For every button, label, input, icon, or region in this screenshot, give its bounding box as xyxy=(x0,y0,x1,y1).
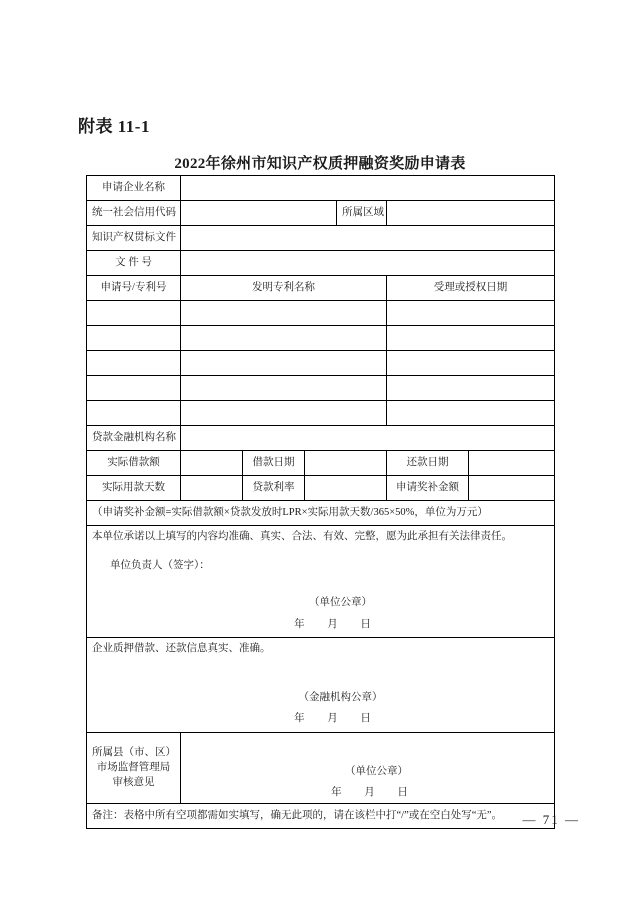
review-opinion-label-line2: 市场监督管理局 xyxy=(96,762,171,774)
declaration-company-text: 本单位承诺以上填写的内容均准确、真实、合法、有效、完整，愿为此承担有关法律责任。 xyxy=(92,531,512,542)
attachment-label: 附表 11-1 xyxy=(78,117,150,136)
table-row-declaration-bank xyxy=(87,637,555,732)
award-amount-label: 申请奖补金额 xyxy=(387,476,469,501)
loan-date-value[interactable] xyxy=(305,451,387,476)
review-opinion-label-line1: 所属县（市、区） xyxy=(92,746,176,758)
actual-loan-amount-value[interactable] xyxy=(181,451,243,476)
declaration-company-seal-label: （单位公章） xyxy=(309,597,373,609)
declaration-company-signature-label[interactable]: 单位负责人（签字）： xyxy=(110,560,210,572)
loan-rate-value[interactable] xyxy=(305,476,387,501)
loan-date-label: 借款日期 xyxy=(243,451,305,476)
patent-name-value[interactable] xyxy=(181,401,387,426)
repay-date-value[interactable] xyxy=(469,451,555,476)
patent-no-value[interactable] xyxy=(87,301,181,326)
company-name-label: 申请企业名称 xyxy=(87,176,181,201)
credit-code-value[interactable] xyxy=(181,201,337,226)
review-opinion-label xyxy=(87,732,181,803)
table-row-review-opinion xyxy=(87,732,555,803)
patent-no-value[interactable] xyxy=(87,351,181,376)
credit-code-label: 统一社会信用代码 xyxy=(87,201,181,226)
declaration-bank-cell xyxy=(87,637,555,732)
declaration-company-date-label[interactable]: 年 月 日 xyxy=(294,618,381,630)
table-row-patent-header xyxy=(87,276,555,301)
loan-institution-value[interactable] xyxy=(181,426,555,451)
patent-name-value[interactable] xyxy=(181,351,387,376)
table-row-credit-code xyxy=(87,201,555,226)
patent-date-value[interactable] xyxy=(387,376,555,401)
patent-no-value[interactable] xyxy=(87,376,181,401)
table-row-patent-entry xyxy=(87,301,555,326)
table-row-formula-note xyxy=(87,501,555,526)
declaration-bank-date-label[interactable]: 年 月 日 xyxy=(294,713,381,725)
doc-number-value[interactable] xyxy=(181,251,555,276)
ip-standard-doc-label: 知识产权贯标文件 xyxy=(87,226,181,251)
patent-date-value[interactable] xyxy=(387,351,555,376)
ip-standard-doc-value[interactable] xyxy=(181,226,555,251)
table-row-company-name xyxy=(87,176,555,201)
declaration-bank-seal-label: （金融机构公章） xyxy=(298,692,383,704)
table-row-declaration-company xyxy=(87,526,555,638)
patent-name-value[interactable] xyxy=(181,326,387,351)
application-form-table xyxy=(86,175,555,829)
patent-date-value[interactable] xyxy=(387,401,555,426)
table-row-patent-entry xyxy=(87,401,555,426)
table-row-patent-entry xyxy=(87,351,555,376)
company-name-value[interactable] xyxy=(181,176,555,201)
table-row-ip-standard-doc xyxy=(87,226,555,251)
patent-no-value[interactable] xyxy=(87,326,181,351)
table-row-patent-entry xyxy=(87,326,555,351)
repay-date-label: 还款日期 xyxy=(387,451,469,476)
patent-name-value[interactable] xyxy=(181,376,387,401)
declaration-bank-text: 企业质押借款、还款信息真实、准确。 xyxy=(92,642,271,654)
declaration-company-cell xyxy=(87,526,555,638)
review-opinion-label-line3: 审核意见 xyxy=(112,777,155,789)
actual-days-value[interactable] xyxy=(181,476,243,501)
table-row-loan-amount xyxy=(87,451,555,476)
remark-note: 备注：表格中所有空项都需如实填写，确无此项的，请在该栏中打“/”或在空白处写“无”。 xyxy=(87,803,555,828)
actual-days-label: 实际用款天数 xyxy=(87,476,181,501)
table-row-loan-institution xyxy=(87,426,555,451)
invention-patent-name-label: 发明专利名称 xyxy=(181,276,387,301)
award-amount-value[interactable] xyxy=(469,476,555,501)
formula-note: （申请奖补金额=实际借款额×贷款发放时LPR×实际用款天数/365×50%，单位为万元） xyxy=(87,501,555,526)
patent-date-value[interactable] xyxy=(387,326,555,351)
patent-date-value[interactable] xyxy=(387,301,555,326)
accept-or-grant-date-label: 受理或授权日期 xyxy=(387,276,555,301)
actual-loan-amount-label: 实际借款额 xyxy=(87,451,181,476)
patent-no-value[interactable] xyxy=(87,401,181,426)
review-opinion-date-label[interactable]: 年 月 日 xyxy=(331,786,418,798)
region-value[interactable] xyxy=(387,201,555,226)
loan-rate-label: 贷款利率 xyxy=(243,476,305,501)
table-row-patent-entry xyxy=(87,376,555,401)
table-row-doc-number xyxy=(87,251,555,276)
loan-institution-label: 贷款金融机构名称 xyxy=(87,426,181,451)
app-patent-no-label: 申请号/专利号 xyxy=(87,276,181,301)
table-row-loan-days xyxy=(87,476,555,501)
table-row-remark xyxy=(87,803,555,828)
review-opinion-value[interactable] xyxy=(181,732,555,803)
patent-name-value[interactable] xyxy=(181,301,387,326)
region-label: 所属区域 xyxy=(337,201,387,226)
page-title: 2022年徐州市知识产权质押融资奖励申请表 xyxy=(174,156,466,172)
review-opinion-seal-label: （单位公章） xyxy=(345,765,409,777)
doc-number-label: 文 件 号 xyxy=(87,251,181,276)
page-number: — 71 — xyxy=(522,812,580,827)
